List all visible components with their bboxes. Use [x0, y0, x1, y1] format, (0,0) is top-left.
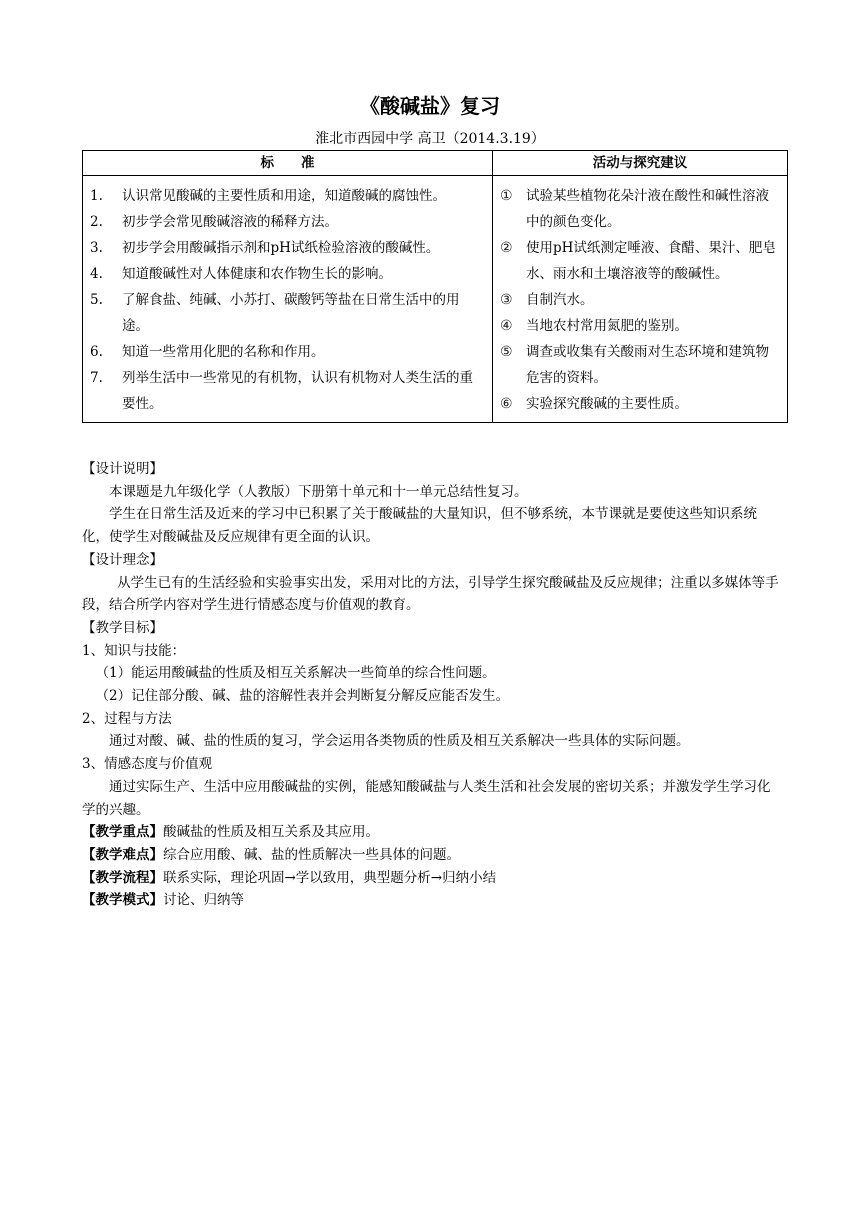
standard-item	[90, 209, 483, 235]
standard-item	[90, 235, 483, 261]
activity-item	[500, 313, 778, 339]
standard-item	[90, 261, 483, 287]
standard-item-text: 初步学会用酸碱指示剂和pH试纸检验溶液的酸碱性。	[122, 240, 440, 256]
standard-item-number: 4.	[90, 266, 103, 282]
section-heading: 【设计说明】	[82, 461, 163, 477]
standard-item	[90, 287, 483, 339]
standard-item-text: 知道一些常用化肥的名称和作用。	[122, 344, 325, 360]
standard-item-text: 知道酸碱性对人体健康和农作物生长的影响。	[122, 266, 392, 282]
standard-item	[90, 183, 483, 209]
header-activities: 活动与探究建议	[493, 151, 788, 176]
header-standards: 标 准	[83, 151, 493, 176]
standard-item-number: 3.	[90, 240, 103, 256]
activity-item	[500, 339, 778, 391]
standard-item-number: 6.	[90, 344, 103, 360]
paragraph: 学生在日常生活及近来的学习中已积累了关于酸碱盐的大量知识，但不够系统，本节课就是要使这些知识系统化，使学生对酸碱盐及反应规律有更全面的认识。	[82, 506, 757, 546]
activity-item-text: 使用pH试纸测定唾液、食醋、果汁、肥皂水、雨水和土壤溶液等的酸碱性。	[526, 240, 776, 282]
author-line: 淮北市西园中学 高卫（2014.3.19）	[315, 131, 545, 147]
standard-item-number: 7.	[90, 370, 103, 386]
standard-item-text: 列举生活中一些常见的有机物，认识有机物对人类生活的重要性。	[122, 370, 473, 412]
activity-item-text: 调查或收集有关酸雨对生态环境和建筑物危害的资料。	[526, 344, 769, 386]
key-points-line	[82, 821, 782, 844]
sub-heading: 2、过程与方法	[82, 710, 172, 727]
mode-line	[82, 889, 782, 912]
activity-item-text: 试验某些植物花朵汁液在酸性和碱性溶液中的颜色变化。	[526, 188, 769, 230]
activity-item	[500, 391, 778, 417]
key-points-text: 酸碱盐的性质及相互关系及其应用。	[163, 824, 379, 841]
standard-item	[90, 365, 483, 417]
standards-cell	[83, 176, 493, 423]
difficulties-label: 【教学难点】	[82, 846, 163, 863]
activity-item	[500, 183, 778, 235]
key-points-label: 【教学重点】	[82, 824, 163, 841]
paragraph: 本课题是九年级化学（人教版）下册第十单元和十一单元总结性复习。	[109, 483, 528, 500]
activity-item-text: 当地农村常用氮肥的鉴别。	[526, 318, 688, 334]
sub-heading: 3、情感态度与价值观	[82, 756, 213, 773]
flow-label: 【教学流程】	[82, 869, 163, 886]
activity-item-number: ⑥	[500, 396, 513, 412]
page-title: 《酸碱盐》复习	[360, 94, 500, 118]
activity-item-number: ②	[500, 240, 513, 256]
standard-item-text: 了解食盐、纯碱、小苏打、碳酸钙等盐在日常生活中的用途。	[122, 292, 460, 334]
activity-item-text: 实验探究酸碱的主要性质。	[526, 396, 688, 412]
section-heading: 【教学目标】	[82, 619, 163, 636]
mode-label: 【教学模式】	[82, 892, 163, 909]
standard-item-text: 初步学会常见酸碱溶液的稀释方法。	[122, 214, 338, 230]
standard-item-number: 5.	[90, 292, 103, 308]
paragraph: （2）记住部分酸、碱、盐的溶解性表并会判断复分解反应能否发生。	[95, 688, 510, 705]
paragraph: 通过对酸、碱、盐的性质的复习，学会运用各类物质的性质及相互关系解决一些具体的实际问题。	[109, 733, 690, 750]
section-heading: 【设计理念】	[82, 551, 163, 568]
activity-item	[500, 235, 778, 287]
paragraph: 从学生已有的生活经验和实验事实出发，采用对比的方法，引导学生探究酸碱盐及反应规律；注重以多媒体等手段，结合所学内容对学生进行情感态度与价值观的教育。	[82, 574, 779, 614]
activity-item-number: ⑤	[500, 344, 513, 360]
flow-line	[82, 867, 782, 890]
difficulties-line	[82, 844, 782, 867]
activities-cell	[493, 176, 788, 423]
flow-text: 联系实际，理论巩固→学以致用，典型题分析→归纳小结	[163, 869, 497, 886]
activity-item-number: ④	[500, 318, 513, 334]
standards-table	[82, 150, 788, 423]
standard-item-number: 2.	[90, 214, 103, 230]
activity-item	[500, 287, 778, 313]
mode-text: 讨论、归纳等	[163, 892, 244, 909]
difficulties-text: 综合应用酸、碱、盐的性质解决一些具体的问题。	[163, 846, 460, 863]
paragraph: 通过实际生产、生活中应用酸碱盐的实例，能感知酸碱盐与人类生活和社会发展的密切关系；并激发学生学习化学的兴趣。	[82, 778, 771, 818]
standard-item-number: 1.	[90, 188, 103, 204]
lesson-body	[82, 458, 782, 912]
paragraph: （1）能运用酸碱盐的性质及相互关系解决一些简单的综合性问题。	[95, 665, 496, 682]
activity-item-number: ①	[500, 188, 513, 204]
sub-heading: 1、知识与技能：	[82, 642, 186, 659]
standard-item	[90, 339, 483, 365]
activity-item-number: ③	[500, 292, 513, 308]
activity-item-text: 自制汽水。	[526, 292, 594, 308]
standard-item-text: 认识常见酸碱的主要性质和用途，知道酸碱的腐蚀性。	[122, 188, 446, 204]
